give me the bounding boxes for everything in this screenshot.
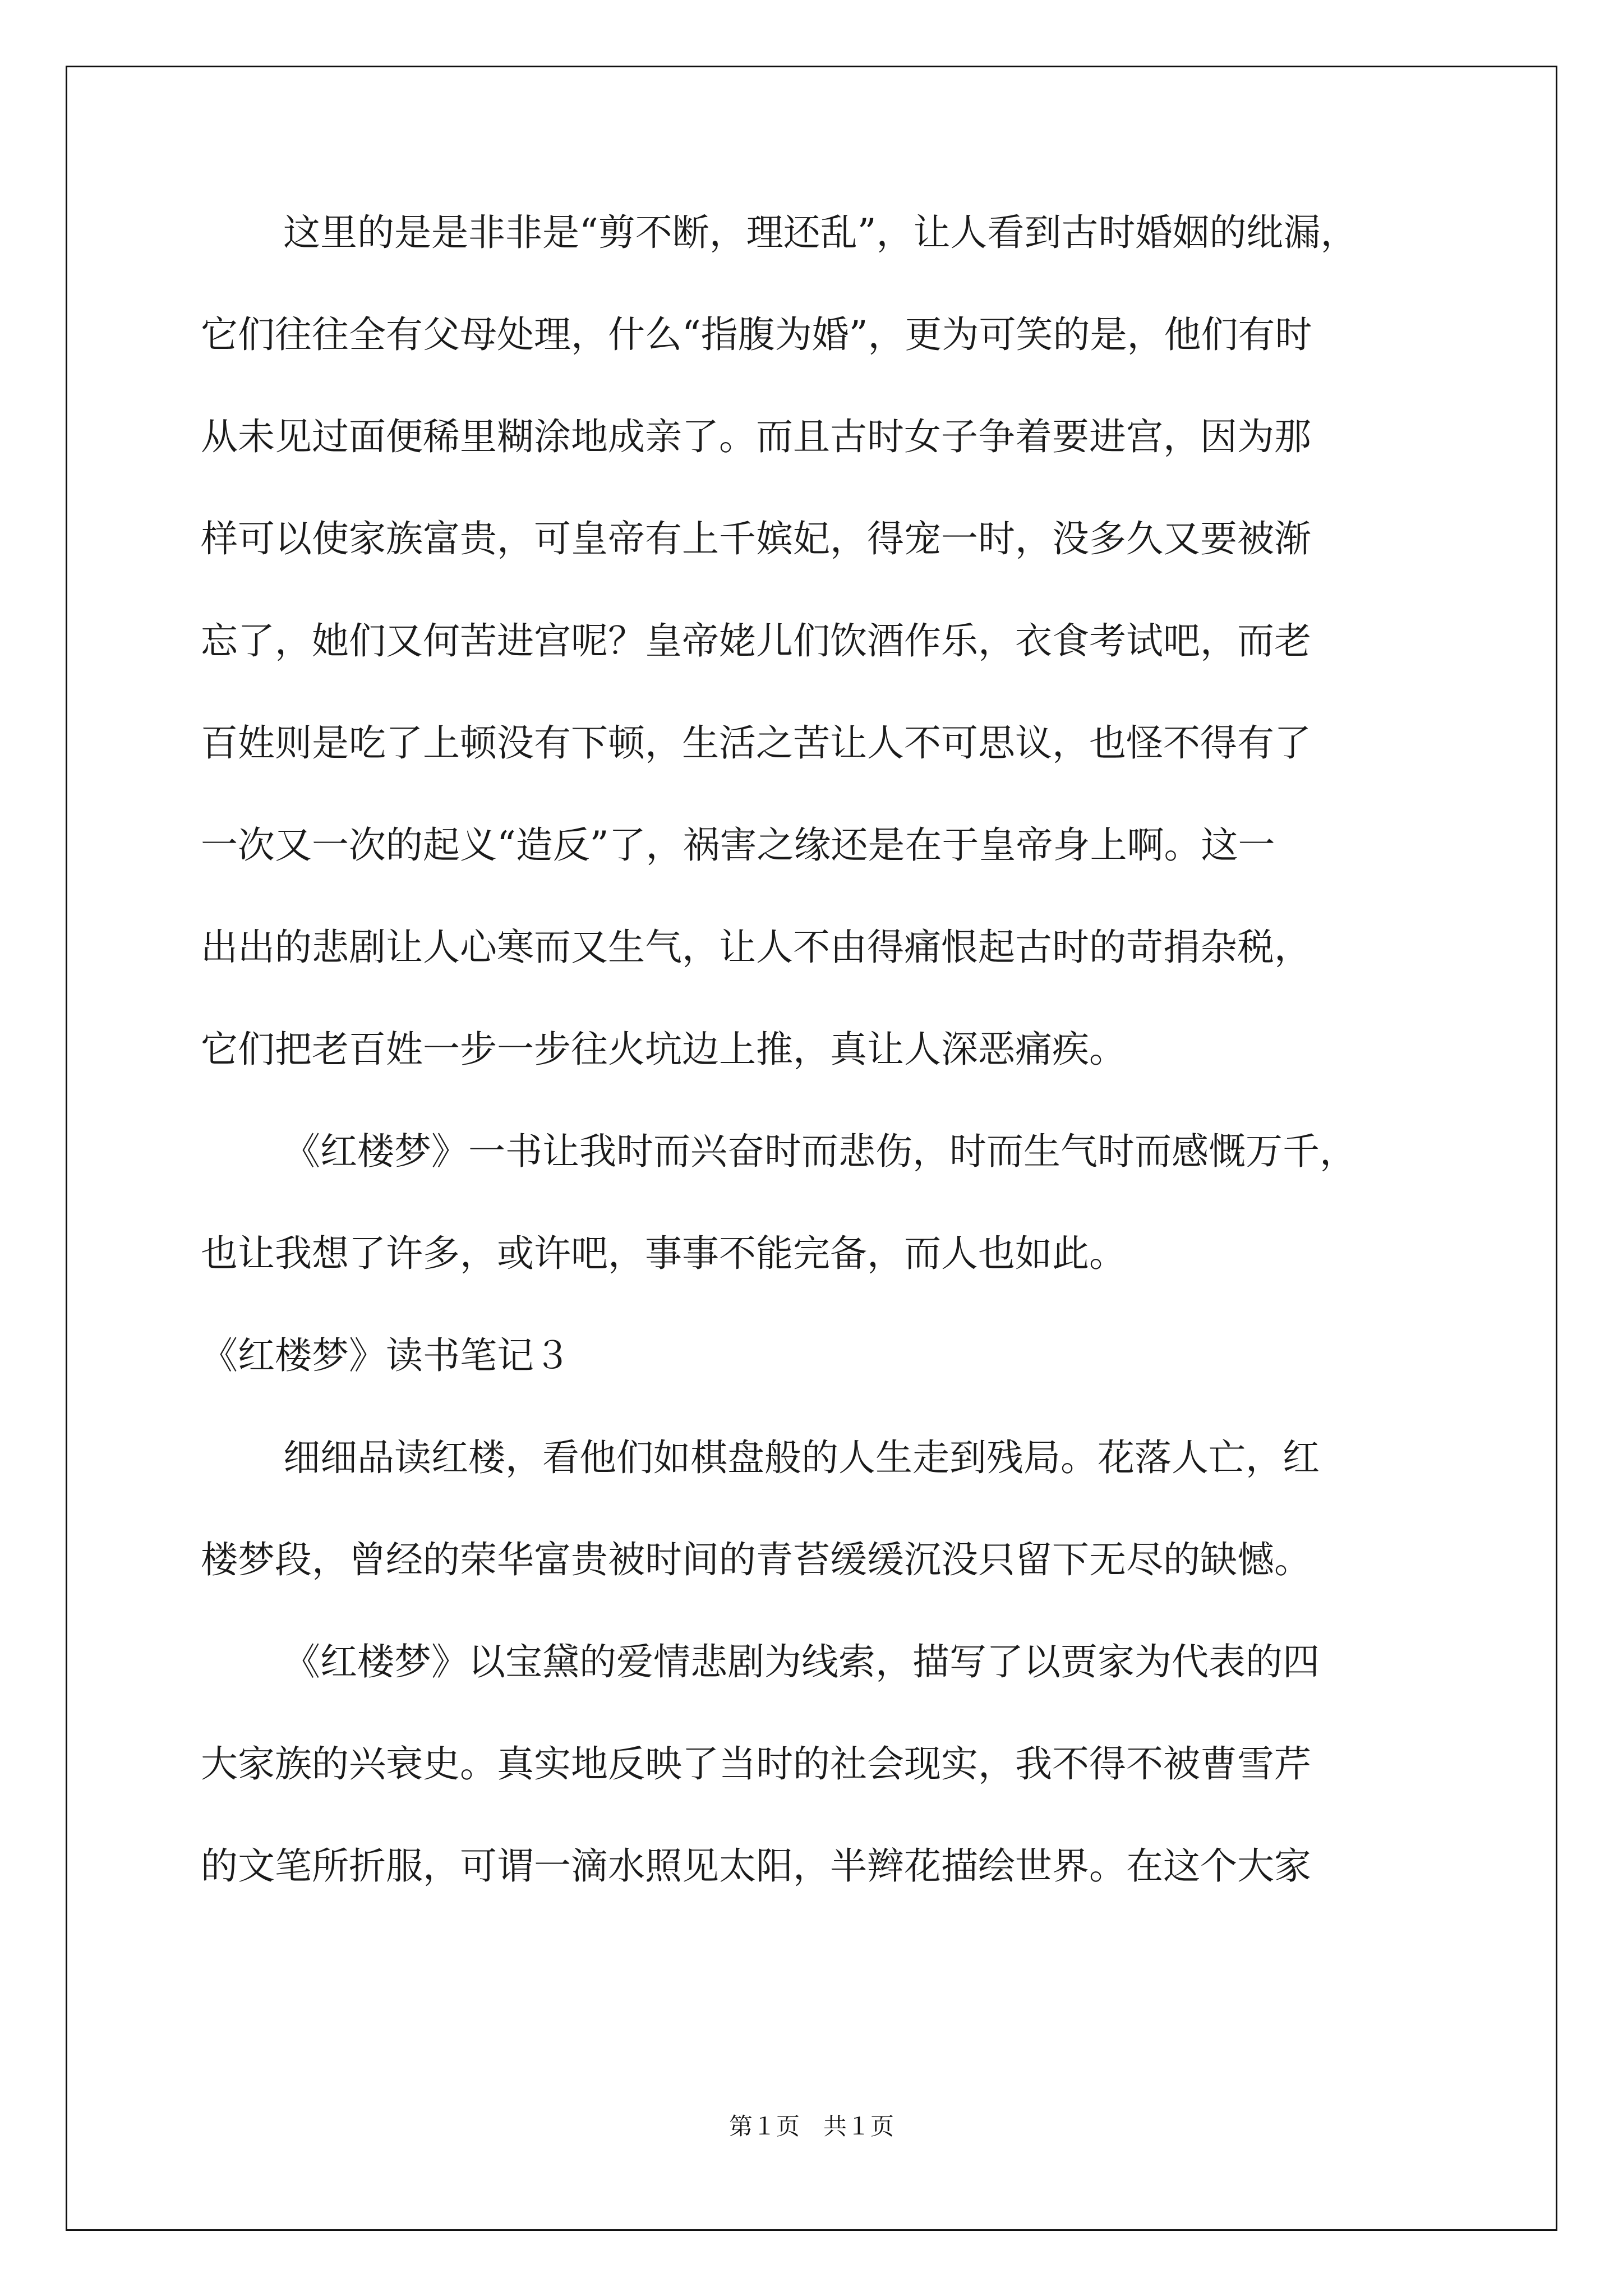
text-line-4: 样可以使家族富贵，可皇帝有上千嫔妃，得宠一时，没多久又要被渐 [201, 517, 1311, 560]
text-line-1: 这里的是是非非是“剪不断，理还乱”，让人看到古时婚姻的纰漏， [283, 211, 1358, 254]
text-line-9: 它们把老百姓一步一步往火坑边上推，真让人深恶痛疾。 [201, 1028, 1126, 1071]
text-line-13: 细细品读红楼，看他们如棋盘般的人生走到残局。花落人亡，红 [283, 1436, 1320, 1479]
text-line-8: 出出的悲剧让人心寒而又生气，让人不由得痛恨起古时的苛捐杂税， [201, 926, 1311, 969]
text-line-3: 从未见过面便稀里糊涂地成亲了。而且古时女子争着要进宫，因为那 [201, 415, 1311, 458]
text-line-17: 的文笔所折服，可谓一滴水照见太阳，半辫花描绘世界。在这个大家 [201, 1844, 1311, 1888]
text-line-7: 一次又一次的起义“造反”了，祸害之缘还是在于皇帝身上啊。这一 [201, 823, 1275, 867]
section-heading: 《红楼梦》读书笔记３ [201, 1334, 571, 1377]
text-line-16: 大家族的兴衰史。真实地反映了当时的社会现实，我不得不被曹雪芹 [201, 1742, 1311, 1786]
text-line-6: 百姓则是吃了上顿没有下顿，生活之苦让人不可思议，也怪不得有了 [201, 721, 1311, 765]
text-line-5: 忘了，她们又何苦进宫呢？皇帝姥儿们饮酒作乐，衣食考试吧，而老 [201, 619, 1311, 662]
text-line-15: 《红楼梦》以宝黛的爱情悲剧为线索，描写了以贾家为代表的四 [283, 1640, 1320, 1683]
text-line-11: 也让我想了许多，或许吧，事事不能完备，而人也如此。 [201, 1232, 1126, 1275]
page-footer: 第１页 共１页 [728, 2113, 894, 2140]
text-line-2: 它们往往全有父母处理，什么“指腹为婚”，更为可笑的是，他们有时 [201, 313, 1312, 356]
text-line-10: 《红楼梦》一书让我时而兴奋时而悲伤，时而生气时而感慨万千， [283, 1130, 1357, 1173]
text-line-14: 楼梦段，曾经的荣华富贵被时间的青苔缓缓沉没只留下无尽的缺憾。 [201, 1538, 1311, 1581]
